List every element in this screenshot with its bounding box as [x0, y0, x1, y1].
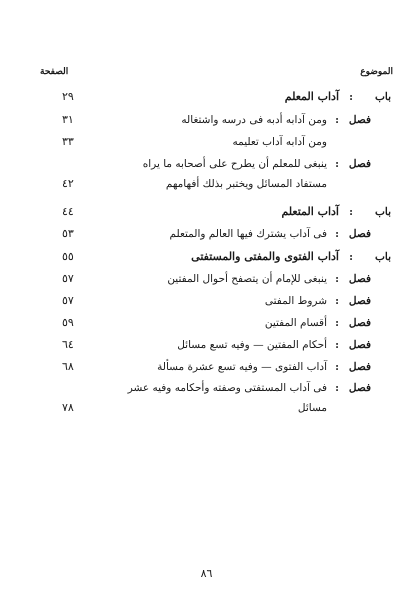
chapter-label: باب [374, 251, 391, 263]
section-label: فصل [348, 158, 371, 170]
colon-separator: : [335, 273, 339, 285]
page-number: ٨٦ [200, 567, 213, 580]
colon-separator: : [335, 228, 339, 240]
section-title: ومن آدابه أدبه فى درسه واشتغاله [181, 114, 327, 126]
entry-page-number: ٣٣ [62, 135, 74, 148]
entry-page-number: ٤٢ [62, 177, 74, 190]
section-label: فصل [348, 382, 371, 394]
section-label: فصل [348, 339, 371, 351]
colon-separator: : [335, 114, 339, 126]
colon-separator: : [349, 91, 353, 103]
section-title: ينبغى للإمام أن يتصفح أحوال المفتين [167, 273, 327, 285]
section-title: مستفاد المسائل ويختبر بذلك أفهامهم [165, 178, 327, 190]
chapter-label: باب [374, 91, 391, 103]
section-title: ومن آدابه آداب تعليمه [232, 136, 327, 148]
entry-page-number: ٣١ [62, 113, 74, 126]
entry-page-number: ٢٩ [62, 90, 74, 103]
entry-page-number: ٦٤ [62, 338, 74, 351]
colon-separator: : [349, 206, 353, 218]
section-label: فصل [348, 295, 371, 307]
colon-separator: : [335, 339, 339, 351]
section-title: شروط المفتى [264, 295, 327, 307]
entry-page-number: ٥٥ [62, 250, 74, 263]
section-title: فى آداب المستفتى وصفته وأحكامه وفيه عشر [127, 382, 327, 394]
section-title: ينبغى للمعلم أن يطرح على أصحابه ما يراه [142, 158, 327, 170]
section-title: آداب الفتوى — وفيه تسع عشرة مسألة [157, 361, 327, 373]
entry-page-number: ٥٧ [62, 294, 74, 307]
colon-separator: : [349, 251, 353, 263]
section-label: فصل [348, 317, 371, 329]
colon-separator: : [335, 158, 339, 170]
entry-page-number: ٥٧ [62, 272, 74, 285]
chapter-label: باب [374, 206, 391, 218]
section-title: مسائل [297, 402, 327, 414]
chapter-title: آداب الفتوى والمفتى والمستفتى [191, 250, 339, 263]
chapter-title: آداب المتعلم [281, 205, 339, 218]
section-label: فصل [348, 273, 371, 285]
colon-separator: : [335, 317, 339, 329]
entry-page-number: ٥٣ [62, 227, 74, 240]
section-label: فصل [348, 361, 371, 373]
subject-column-header: الموضوع [360, 67, 393, 77]
page-column-header: الصفحة [40, 67, 69, 77]
entry-page-number: ٤٤ [62, 205, 74, 218]
entry-page-number: ٥٩ [62, 316, 74, 329]
section-label: فصل [348, 228, 371, 240]
chapter-title: آداب المعلم [284, 90, 339, 103]
colon-separator: : [335, 295, 339, 307]
colon-separator: : [335, 361, 339, 373]
section-label: فصل [348, 114, 371, 126]
section-title: أحكام المفتين — وفيه تسع مسائل [177, 339, 327, 351]
colon-separator: : [335, 382, 339, 394]
section-title: فى آداب يشترك فيها العالم والمتعلم [169, 228, 327, 240]
entry-page-number: ٦٨ [62, 360, 74, 373]
section-title: أقسام المفتين [264, 317, 327, 329]
entry-page-number: ٧٨ [62, 401, 74, 414]
